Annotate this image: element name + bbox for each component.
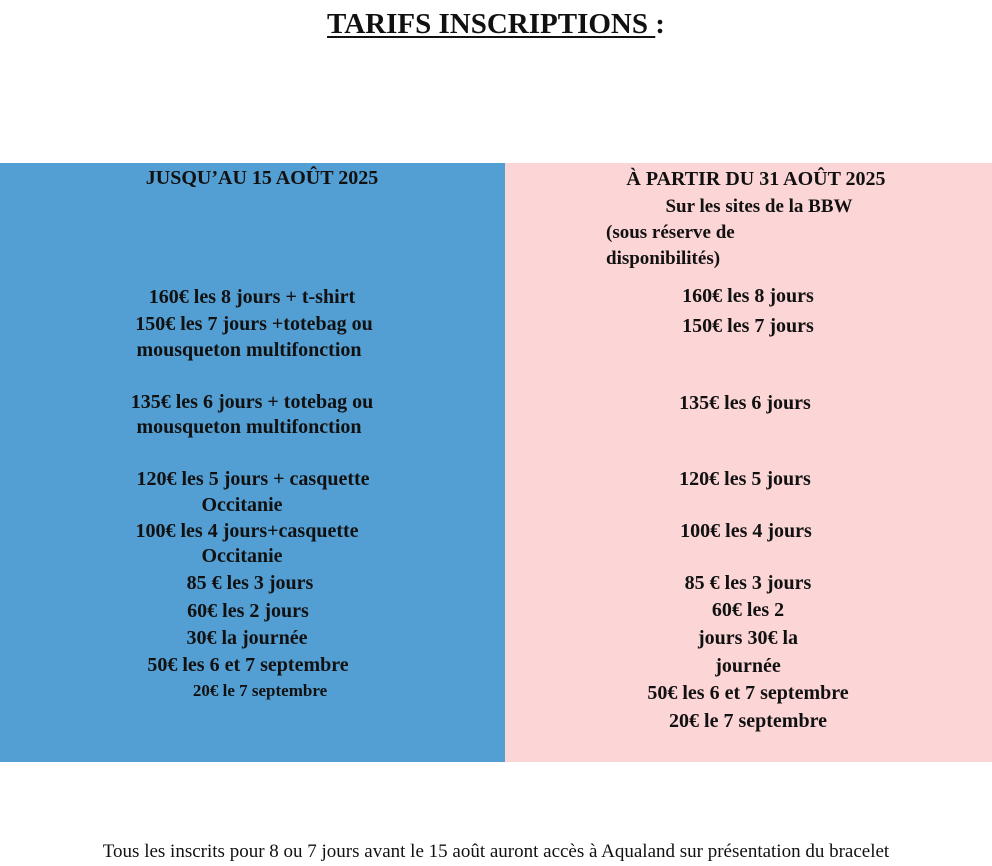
availability-note: (sous réserve de [606,222,735,243]
price-line: 85 € les 3 jours [186,572,314,594]
price-line: 120€ les 5 jours [679,468,811,490]
price-line: 160€ les 8 jours + t-shirt [148,286,356,308]
price-line: mousqueton multifonction [136,416,362,438]
price-line: 20€ le 7 septembre [669,710,827,732]
late-pricing-panel [505,163,992,762]
price-line: 160€ les 8 jours [682,285,814,307]
price-line: journée [715,655,781,677]
price-line: 120€ les 5 jours + casquette [136,468,370,490]
price-line: 150€ les 7 jours [682,315,814,337]
price-line: 60€ les 2 [711,599,785,621]
price-line: 50€ les 6 et 7 septembre [647,682,849,704]
price-line: 135€ les 6 jours + totebag ou [130,391,374,413]
availability-note: disponibilités) [606,248,721,269]
price-line: 150€ les 7 jours +totebag ou [135,313,373,335]
price-line: mousqueton multifonction [136,339,362,361]
price-line: 30€ la journée [186,627,308,649]
price-line: jours 30€ la [698,627,798,649]
early-pricing-panel [0,163,505,762]
price-line: 135€ les 6 jours [679,392,811,414]
page-title-text: TARIFS INSCRIPTIONS [327,8,656,40]
late-pricing-subheader: Sur les sites de la BBW [665,196,853,217]
price-line: Occitanie [201,545,283,567]
price-line: 50€ les 6 et 7 septembre [147,654,349,676]
price-line: 100€ les 4 jours+casquette [135,520,359,542]
price-line: 100€ les 4 jours [680,520,812,542]
price-line: 60€ les 2 jours [187,600,309,622]
page-title-colon: : [655,8,665,40]
early-pricing-header: JUSQU’AU 15 AOÛT 2025 [145,167,379,189]
price-line: Occitanie [201,494,283,516]
price-line: 20€ le 7 septembre [192,681,328,700]
aqualand-footer-note: Tous les inscrits pour 8 ou 7 jours avant le 15 août auront accès à Aqualand sur présentation du bracelet [102,841,890,862]
price-line: 85 € les 3 jours [684,572,812,594]
late-pricing-header: À PARTIR DU 31 AOÛT 2025 [626,168,886,190]
page-title [0,6,992,42]
